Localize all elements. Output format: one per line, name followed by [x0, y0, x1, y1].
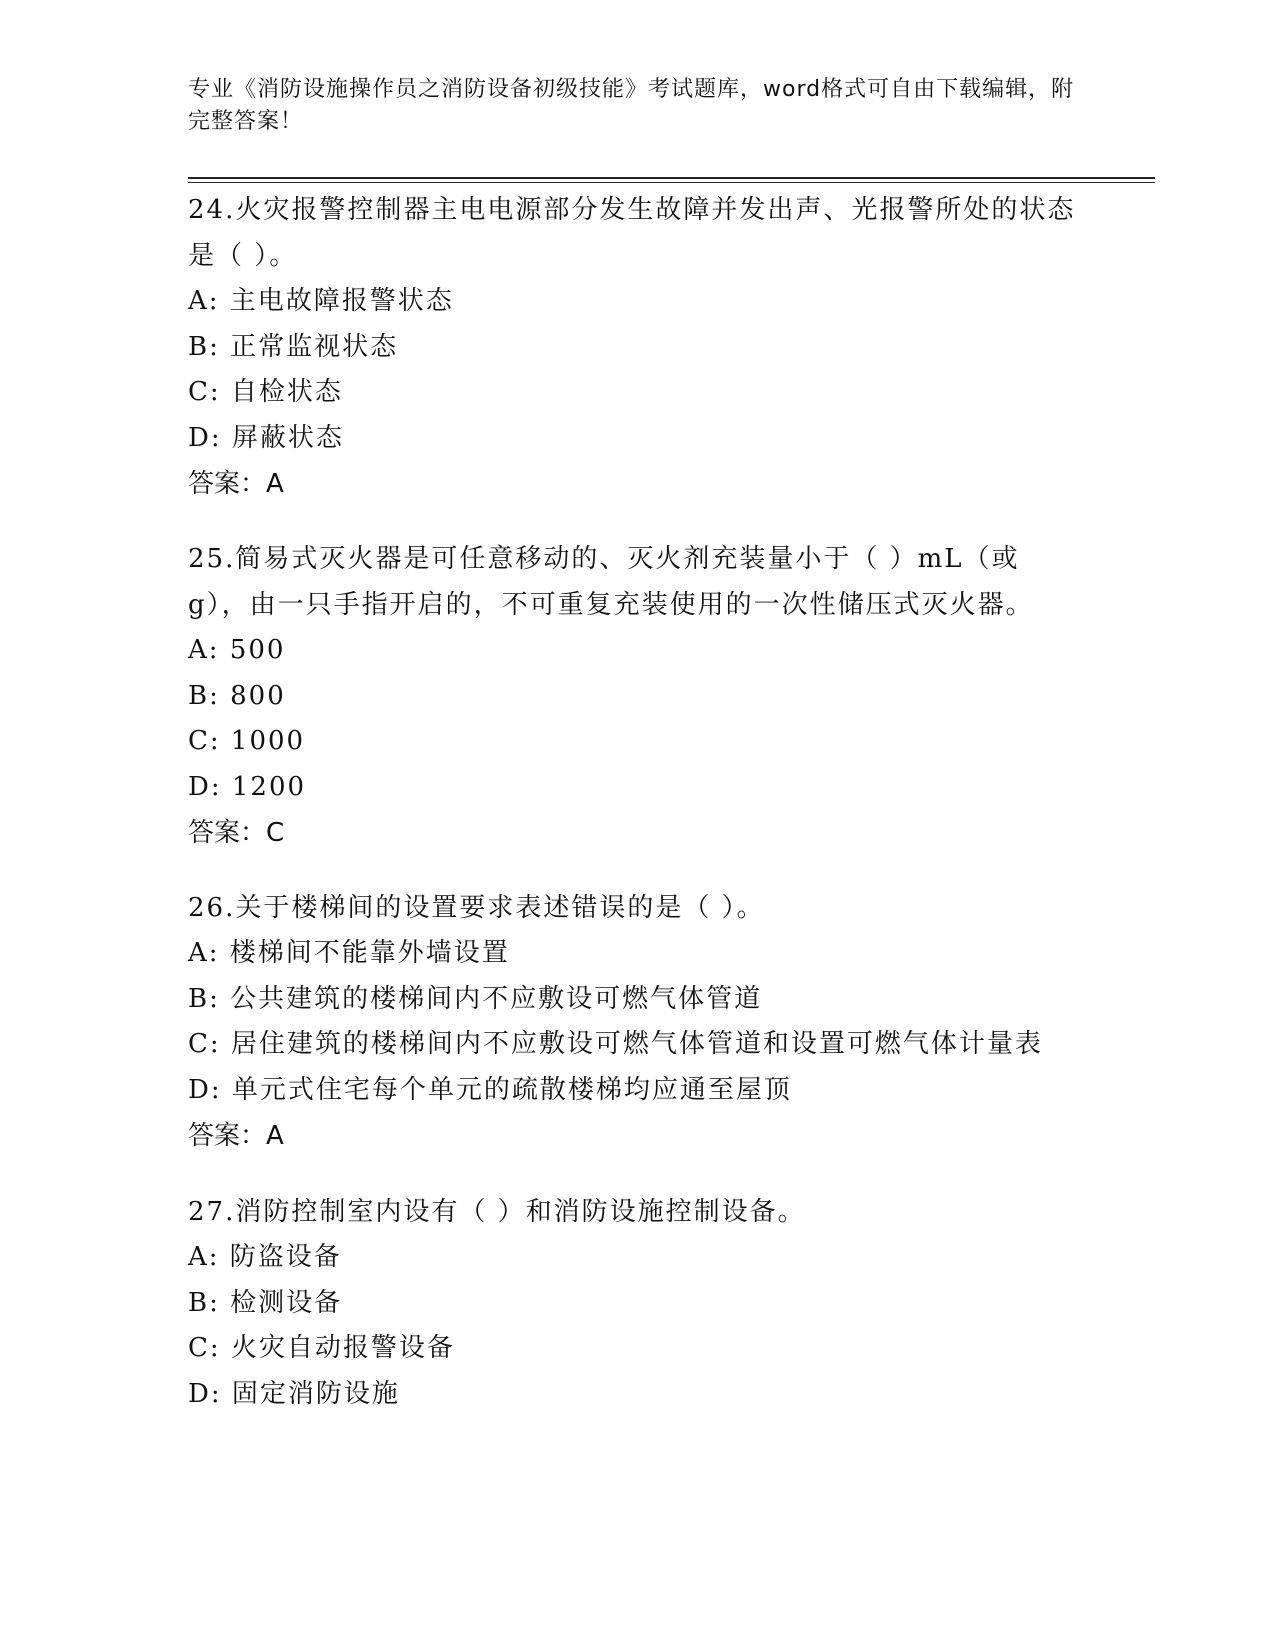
option-c: C: 自检状态	[188, 377, 343, 407]
question-26	[188, 885, 1078, 1159]
answer: 答案：A	[188, 469, 284, 499]
option-b: B: 检测设备	[188, 1287, 343, 1318]
document-header: 专业《消防设施操作员之消防设备初级技能》考试题库，word格式可自由下载编辑，附完整答案！	[188, 77, 1075, 134]
question-stem: 26.关于楼梯间的设置要求表述错误的是（ ）。	[188, 893, 765, 923]
question-27	[188, 1189, 1078, 1417]
question-stem: 24.火灾报警控制器主电电源部分发生故障并发出声、光报警所处的状态是（ ）。	[188, 195, 1076, 271]
option-d: D: 屏蔽状态	[188, 422, 344, 453]
header-divider-thin	[188, 182, 1155, 183]
question-24	[188, 187, 1078, 507]
option-c: C: 居住建筑的楼梯间内不应敷设可燃气体管道和设置可燃气体计量表	[188, 1029, 1043, 1059]
option-d: D: 单元式住宅每个单元的疏散楼梯均应通至屋顶	[188, 1074, 792, 1105]
option-a: A: 500	[188, 635, 286, 665]
answer: 答案：A	[188, 1121, 284, 1151]
answer: 答案：C	[188, 818, 285, 848]
option-a: A: 主电故障报警状态	[188, 286, 454, 316]
option-d: D: 固定消防设施	[188, 1378, 400, 1409]
option-b: B: 公共建筑的楼梯间内不应敷设可燃气体管道	[188, 983, 763, 1014]
option-b: B: 800	[188, 680, 286, 711]
option-a: A: 楼梯间不能靠外墙设置	[188, 938, 510, 968]
option-c: C: 火灾自动报警设备	[188, 1333, 455, 1363]
question-stem: 27.消防控制室内设有（ ）和消防设施控制设备。	[188, 1197, 806, 1227]
question-stem: 25.简易式灭火器是可任意移动的、灭火剂充装量小于（ ）mL（或g），由一只手指开启的，不可重复充装使用的一次性储压式灭火器。	[188, 544, 1034, 620]
option-d: D: 1200	[188, 771, 307, 802]
option-a: A: 防盗设备	[188, 1242, 342, 1272]
header-divider-thick	[188, 177, 1155, 179]
option-b: B: 正常监视状态	[188, 331, 399, 362]
option-c: C: 1000	[188, 726, 306, 756]
question-25	[188, 536, 1078, 856]
